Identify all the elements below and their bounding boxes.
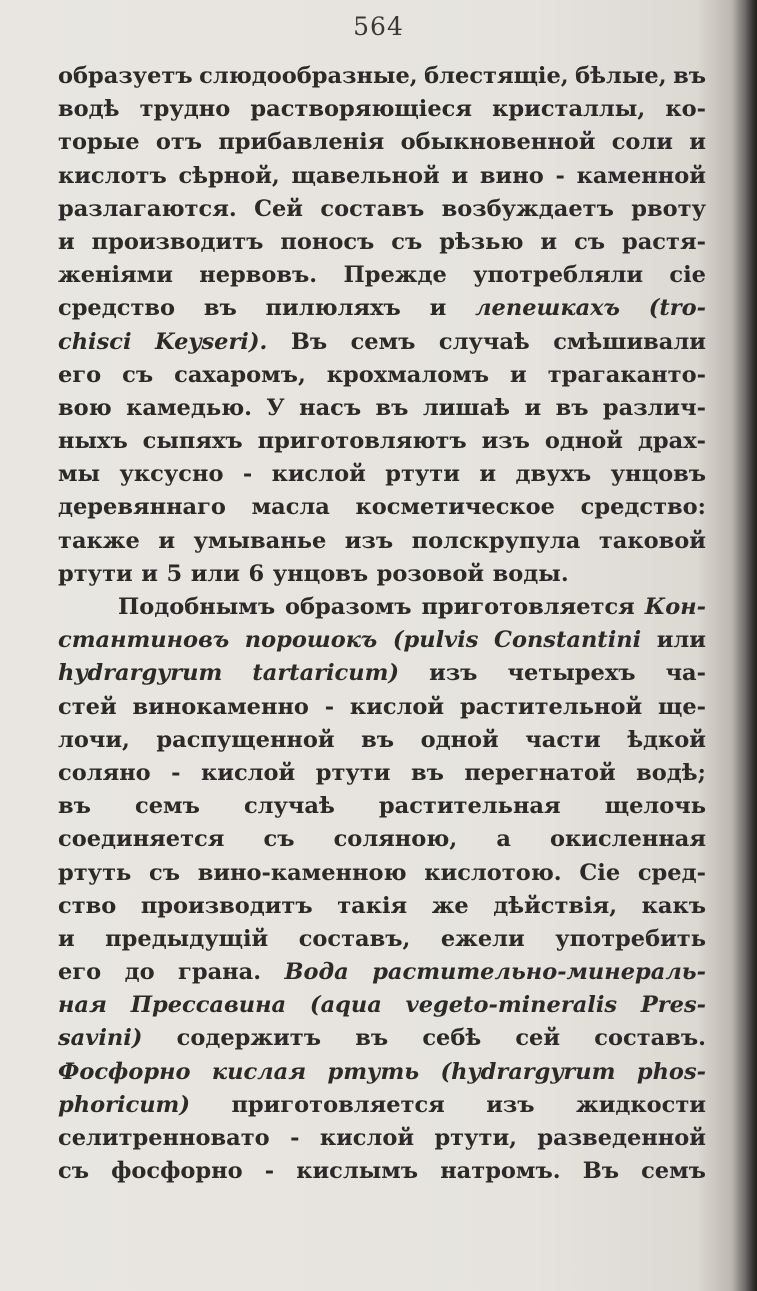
word: изъ: [344, 527, 394, 554]
text-line: [58, 823, 706, 856]
word: грана.: [178, 959, 262, 986]
word: -: [324, 693, 335, 720]
word: его: [58, 361, 102, 388]
word: и: [58, 925, 75, 952]
word: косметическое: [355, 494, 556, 521]
word: У: [266, 394, 285, 421]
word: вино: [479, 162, 544, 189]
word: сіе: [669, 262, 706, 289]
word: щелочь: [604, 793, 706, 820]
word: пилюляхъ: [265, 295, 401, 322]
word: кислой: [201, 759, 296, 786]
word: образуетъ: [58, 63, 193, 89]
word: приготовляется: [231, 1091, 445, 1118]
word: phoricum): [58, 1091, 191, 1118]
word: себѣ: [422, 1025, 482, 1052]
word: прибавленія: [218, 129, 385, 156]
word: рвоту: [631, 195, 706, 222]
word: phos-: [636, 1058, 706, 1085]
text-line: [58, 790, 706, 823]
text-line: [58, 857, 706, 890]
word: chisci: [58, 328, 132, 355]
word: до: [124, 959, 155, 986]
word: блестящіе,: [424, 63, 569, 89]
word: щавельной: [291, 162, 440, 189]
word: съ: [574, 228, 606, 255]
word: и: [524, 394, 542, 421]
word: средство: [58, 295, 176, 322]
word: изъ: [429, 660, 478, 687]
text-line: [58, 160, 706, 193]
word: лишаѣ: [422, 394, 511, 421]
word: сред-: [637, 859, 706, 886]
word: въ: [375, 394, 409, 421]
word: ртуть: [58, 859, 132, 886]
text-line: [58, 956, 706, 989]
word: приготовляется: [421, 594, 635, 620]
text-line: [58, 657, 706, 690]
word: дѣйствія,: [493, 892, 618, 919]
word: семъ: [135, 793, 200, 820]
word: соли: [611, 129, 673, 156]
text-line: [58, 691, 706, 724]
word: savini): [58, 1025, 143, 1052]
word: tartaricum): [252, 660, 400, 687]
word: случаѣ: [438, 328, 530, 355]
word: стей: [58, 693, 117, 720]
word: vegeto-mineralis: [405, 992, 618, 1019]
text-line: [58, 525, 706, 558]
word: бѣлые,: [575, 63, 667, 89]
word: Прессавина: [130, 992, 287, 1019]
word: Подобнымъ: [118, 594, 276, 620]
text-line: [58, 624, 706, 657]
word: соляною,: [333, 826, 458, 853]
word: и: [451, 162, 469, 189]
word: и: [540, 228, 558, 255]
word: и: [510, 361, 527, 388]
word: камедью.: [126, 394, 252, 421]
word: приготовляютъ: [257, 428, 467, 455]
word: одной: [544, 428, 623, 455]
word: кислой: [271, 461, 366, 488]
word: изъ: [486, 1091, 535, 1118]
word: и: [58, 228, 75, 255]
text-line: [58, 292, 706, 325]
word: растительной: [459, 693, 643, 720]
word: соединяется: [58, 826, 225, 853]
word: торые: [58, 129, 140, 156]
body-text: [58, 60, 706, 1188]
word: или: [190, 560, 240, 587]
word: поносъ: [280, 228, 375, 255]
word: въ: [555, 394, 589, 421]
word: (hydrargyrum: [440, 1058, 616, 1085]
word: водѣ;: [636, 759, 706, 786]
word: съ: [58, 1158, 89, 1185]
word: кислой: [319, 1125, 415, 1151]
word: ртуть: [327, 1058, 420, 1085]
word: таковой: [598, 527, 706, 554]
word: (tro-: [648, 295, 706, 322]
word: Фосфорно: [58, 1058, 191, 1085]
word: въ: [203, 295, 237, 322]
word: деревяннаго: [58, 494, 226, 521]
word: hydrargyrum: [58, 660, 223, 687]
word: смѣшивали: [553, 328, 706, 355]
word: крохмаломъ: [326, 361, 489, 388]
word: Вода: [284, 959, 349, 986]
word: розовой: [376, 560, 485, 587]
word: трудно: [139, 96, 231, 123]
word: также: [58, 527, 140, 554]
word: случаѣ: [243, 793, 335, 820]
word: кислымъ: [296, 1158, 419, 1185]
word: и: [429, 295, 447, 322]
word: обыкновенной: [400, 129, 596, 156]
word: ежели: [440, 925, 525, 952]
word: стантиновъ: [58, 627, 230, 654]
word: производитъ: [91, 228, 264, 255]
word: -: [555, 162, 565, 189]
word: производитъ: [140, 892, 313, 919]
text-line: [58, 425, 706, 458]
word: сей: [515, 1025, 561, 1052]
word: растительно-минераль-: [372, 959, 706, 986]
word: кислой: [349, 693, 445, 720]
word: сыпяхъ: [142, 428, 243, 455]
word: лепешкахъ: [475, 295, 620, 322]
word: кислая: [211, 1058, 307, 1085]
word: растя-: [622, 228, 706, 255]
word: ство: [58, 892, 117, 919]
word: сахаромъ,: [174, 361, 306, 388]
word: -: [171, 759, 181, 786]
text-line: [58, 126, 706, 159]
word: же: [431, 892, 469, 919]
word: Въ: [582, 1158, 619, 1185]
word: употребляли: [473, 262, 644, 289]
word: семъ: [350, 328, 416, 355]
word: умыванье: [193, 527, 327, 554]
word: ртути: [315, 759, 391, 786]
text-line: [58, 890, 706, 923]
word: жидкости: [575, 1091, 706, 1118]
text-line: [58, 60, 706, 93]
text-line: [58, 93, 706, 126]
word: составъ: [320, 195, 425, 222]
text-line: [58, 558, 706, 591]
word: водѣ: [58, 96, 120, 123]
word: фосфорно: [111, 1158, 243, 1185]
word: Кон-: [644, 594, 706, 620]
word: кислотъ: [58, 162, 167, 189]
text-line: [58, 1122, 706, 1155]
word: -: [264, 1158, 275, 1185]
word: (aqua: [309, 992, 382, 1019]
word: натромъ.: [440, 1158, 561, 1185]
word: кислотою.: [424, 859, 562, 886]
word: съ: [149, 859, 180, 886]
word: съ: [391, 228, 423, 255]
word: ныхъ: [58, 428, 128, 455]
text-line: [58, 359, 706, 392]
word: различ-: [602, 394, 706, 421]
word: и: [479, 461, 497, 488]
word: содержитъ: [176, 1025, 321, 1052]
word: Pres-: [640, 992, 706, 1019]
word: такія: [337, 892, 408, 919]
text-line: [58, 757, 706, 790]
word: ртути: [385, 461, 460, 488]
word: изъ: [481, 428, 530, 455]
word: винокаменно: [132, 693, 309, 720]
spine-shadow: [731, 0, 757, 1291]
word: въ: [410, 759, 444, 786]
word: и: [689, 129, 706, 156]
word: 5: [166, 560, 183, 587]
word: четырехъ: [507, 660, 636, 687]
word: и: [158, 527, 176, 554]
word: -: [242, 461, 253, 488]
word: распущенной: [156, 726, 335, 753]
word: ча-: [665, 660, 706, 687]
word: ная: [58, 992, 107, 1019]
word: съ: [263, 826, 295, 853]
word: вою: [58, 394, 112, 421]
word: нервовъ.: [199, 262, 318, 289]
word: ко-: [665, 96, 706, 123]
text-line: [58, 1056, 706, 1089]
word: 6: [248, 560, 265, 587]
word: средство:: [580, 494, 706, 521]
word: растительная: [378, 793, 561, 820]
word: одной: [420, 726, 499, 753]
word: ртути,: [434, 1125, 517, 1151]
text-line: [58, 259, 706, 292]
text-line: [58, 392, 706, 425]
word: женіями: [58, 262, 173, 289]
text-line: [58, 1155, 706, 1188]
word: составъ.: [594, 1025, 706, 1052]
word: -: [290, 1125, 300, 1151]
text-line: [58, 193, 706, 226]
word: какъ: [641, 892, 706, 919]
word: ѣдкой: [627, 726, 706, 753]
text-line: [58, 326, 706, 359]
text-line: [58, 989, 706, 1022]
word: ртути: [58, 560, 133, 587]
word: порошокъ: [244, 627, 378, 654]
word: окисленная: [550, 826, 706, 853]
text-line: [58, 591, 706, 624]
word: въ: [361, 726, 395, 753]
word: съ: [122, 361, 154, 388]
text-line: [58, 1089, 706, 1122]
word: въ: [355, 1025, 389, 1052]
word: Прежде: [343, 262, 447, 289]
word: (pulvis: [392, 627, 479, 654]
word: отъ: [155, 129, 203, 156]
word: его: [58, 959, 102, 986]
text-line: [58, 923, 706, 956]
word: двухъ: [515, 461, 592, 488]
word: селитренновато: [58, 1125, 270, 1151]
word: перегнатой: [464, 759, 616, 786]
word: мы: [58, 461, 101, 488]
word: кристаллы,: [492, 96, 646, 123]
text-line: [58, 491, 706, 524]
word: масла: [251, 494, 330, 521]
word: или: [656, 627, 706, 654]
word: и: [141, 560, 158, 587]
text-line: [58, 226, 706, 259]
word: слюдообразные,: [199, 63, 418, 89]
word: сѣрной,: [178, 162, 280, 189]
word: разведенной: [537, 1125, 706, 1151]
word: рѣзью: [439, 228, 524, 255]
word: предыдущій: [105, 925, 269, 952]
word: ще-: [657, 693, 706, 720]
word: унцовъ: [272, 560, 369, 587]
word: семъ: [641, 1158, 706, 1185]
word: воды.: [492, 560, 569, 587]
word: Сіе: [579, 859, 621, 886]
text-line: [58, 1022, 706, 1055]
word: каменной: [576, 162, 706, 189]
text-line: [58, 458, 706, 491]
word: растворяющіеся: [250, 96, 472, 123]
word: разлагаются.: [58, 195, 237, 222]
word: возбуждаетъ: [441, 195, 614, 222]
word: а: [496, 826, 511, 853]
word: части: [525, 726, 601, 753]
word: Constantini: [494, 627, 642, 654]
word: полскрупула: [411, 527, 581, 554]
word: Въ: [290, 328, 328, 355]
word: Keyseri).: [155, 328, 268, 355]
word: насъ: [299, 394, 362, 421]
word: соляно: [58, 759, 151, 786]
word: лочи,: [58, 726, 130, 753]
page-number: 564: [353, 12, 404, 41]
word: драх-: [637, 428, 706, 455]
word: образомъ: [285, 594, 412, 620]
word: въ: [58, 793, 91, 820]
word: составъ,: [298, 925, 411, 952]
word: вино-каменною: [197, 859, 407, 886]
word: въ: [673, 63, 706, 89]
text-line: [58, 724, 706, 757]
word: Сей: [254, 195, 303, 222]
word: употребить: [555, 925, 706, 952]
word: трагаканто-: [547, 361, 706, 388]
word: унцовъ: [610, 461, 706, 488]
word: уксусно: [119, 461, 224, 488]
